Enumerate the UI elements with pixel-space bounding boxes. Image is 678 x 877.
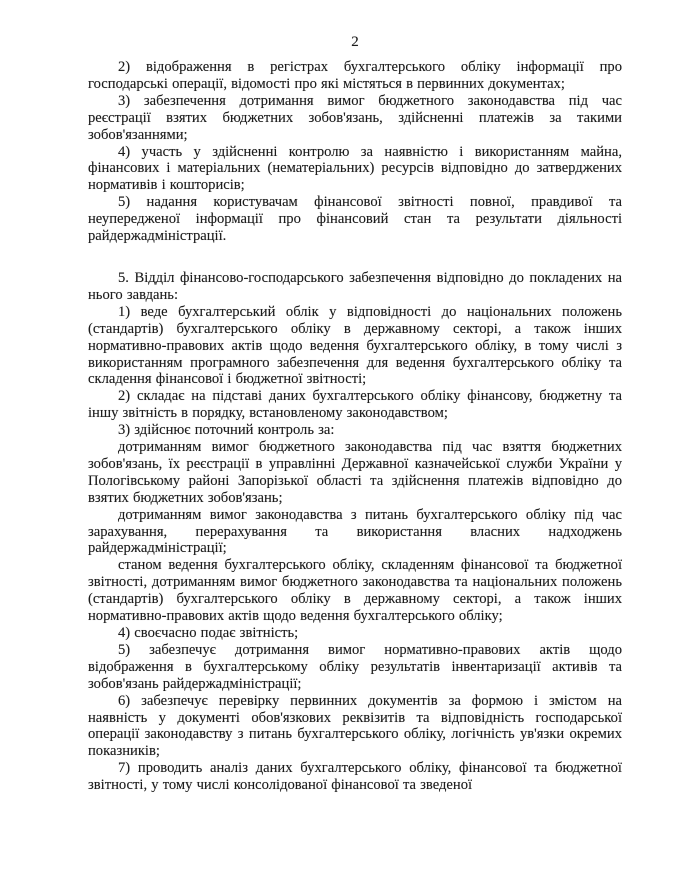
paragraph: 4) своєчасно подає звітність;: [118, 625, 299, 641]
paragraph: 5) надання користувачам фінансової звітності повної, правдивої та неупередженої інформації про фінансовий стан та результати діяльності райдержадміністрації.: [88, 194, 622, 245]
paragraph: 3) забезпечення дотримання вимог бюджетного законодавства під час реєстрації взятих бюджетних зобов'язань, здійсненні платежів за такими зобов'язаннями;: [88, 92, 622, 143]
paragraph: 6) забезпечує перевірку первинних документів за формою і змістом на наявність у документі обов'язкових реквізитів та відповідність господарської операції законодавству з питань бухгалтерського обліку, логічність ув'язки окремих показників;: [88, 692, 622, 760]
page-number: 2: [351, 34, 359, 50]
paragraph: 4) участь у здійсненні контролю за наявністю і використанням майна, фінансових і матеріальних (нематеріальних) ресурсів відповідно до затверджених нормативів і кошторисів;: [88, 143, 622, 194]
paragraph: 2) складає на підставі даних бухгалтерського обліку фінансову, бюджетну та іншу звітність в порядку, встановленому законодавством;: [88, 388, 622, 422]
paragraph: 3) здійснює поточний контроль за:: [118, 422, 335, 439]
paragraph: 7) проводить аналіз даних бухгалтерського обліку, фінансової та бюджетної звітності, у тому числі консолідованої фінансової та зведеної: [88, 760, 622, 794]
paragraph: 2) відображення в регістрах бухгалтерського обліку інформації про господарські операції, відомості про які містяться в первинних документах;: [88, 59, 622, 92]
paragraph: 5. Відділ фінансово-господарського забезпечення відповідно до покладених на нього завдань:: [88, 269, 622, 303]
paragraph: дотриманням вимог законодавства з питань бухгалтерського обліку під час зарахування, перерахування та використання власних надходжень райдержадміністрації;: [88, 506, 622, 557]
paragraph: 5) забезпечує дотримання вимог нормативно-правових актів щодо відображення в бухгалтерському обліку результатів інвентаризації активів та зобов'язань райдержадміністрації;: [88, 641, 622, 692]
paragraph: дотриманням вимог бюджетного законодавства під час взяття бюджетних зобов'язань, їх реєстрації в управлінні Державної казначейської служби України у Пологівському районі Запорізької області та здійснення платежів відповідно до взятих бюджетних зобов'язань;: [88, 439, 622, 506]
document-body: [88, 59, 622, 794]
paragraph: 1) веде бухгалтерський облік у відповідності до національних положень (стандартів) бухгалтерського обліку в державному секторі, а також інших нормативно-правових актів щодо ведення бухгалтерського обліку, в тому числі з використанням програмного забезпечення для ведення бухгалтерського обліку та складення фінансової і бюджетної звітності;: [88, 303, 622, 388]
paragraph: станом ведення бухгалтерського обліку, складенням фінансової та бюджетної звітності, дотриманням вимог бюджетного законодавства та національних положень (стандартів) бухгалтерського обліку в державному секторі, а також інших нормативно-правових актів щодо ведення бухгалтерського обліку;: [88, 557, 622, 625]
